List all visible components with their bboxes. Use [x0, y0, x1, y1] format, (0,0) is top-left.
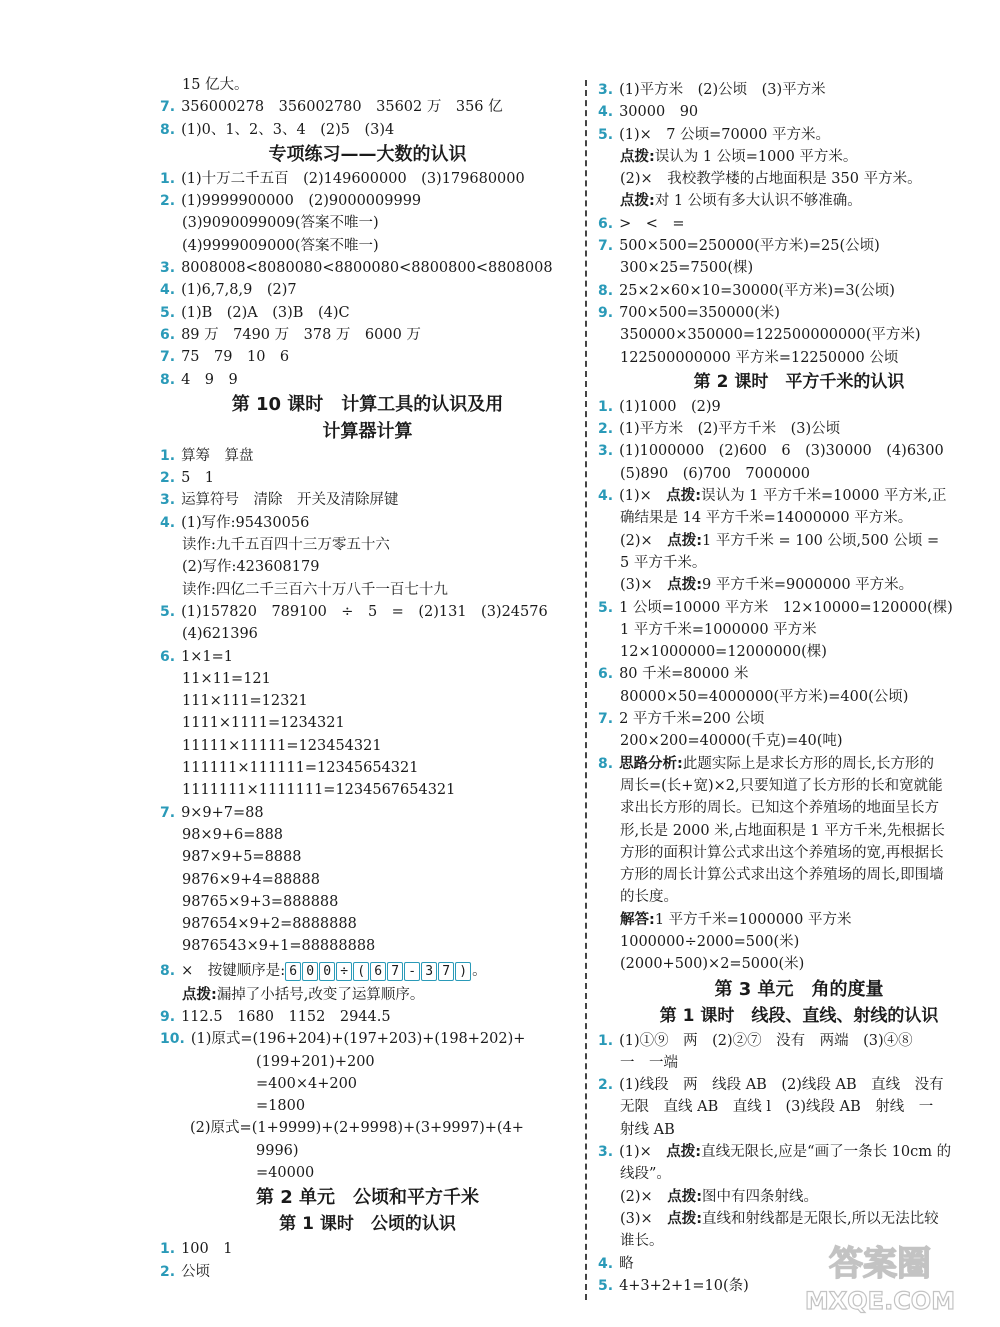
hint-line [160, 984, 575, 1006]
key-box: 6 [285, 962, 301, 981]
answer-x2 [598, 1074, 1000, 1096]
text-line: 读作:四亿二千三百六十万八千一百七十九 [182, 581, 448, 598]
answer-p8 [598, 753, 1000, 775]
item-number: 3. [160, 492, 176, 509]
answer-text: 500×500=250000(平方米)=25(公顷) [619, 238, 880, 255]
key-box: 3 [421, 962, 437, 981]
answer-text: 25×2×60×10=30000(平方米)=3(公顷) [619, 282, 895, 299]
answer-c10 [160, 1028, 575, 1050]
item-number: 2. [160, 193, 176, 210]
text-line: 形,长是 2000 米,占地面积是 1 平方千米,先根据长 [620, 822, 945, 839]
lesson-heading: 第 2 课时 平方千米的认识 [693, 371, 905, 392]
text-line: =1800 [256, 1098, 306, 1115]
item-number: 3. [598, 1144, 614, 1161]
text-line: 谁长。 [620, 1233, 664, 1250]
item-number: 8. [160, 121, 176, 138]
answer-r4 [598, 101, 1000, 123]
lesson-heading: 第 1 课时 线段、直线、射线的认识 [659, 1005, 939, 1026]
answer-c6 [160, 646, 575, 668]
key-box: ( [353, 962, 369, 981]
hint-label: 点拨: [666, 488, 702, 505]
item-number: 1. [160, 447, 176, 464]
answer-text: (1)157820 789100 ÷ 5 = (2)131 (3)24576 [181, 603, 548, 620]
key-box: ) [455, 962, 471, 981]
answer-text: 80 千米=80000 米 [619, 666, 749, 683]
text-line: 的长度。 [620, 889, 678, 906]
column-divider [585, 80, 587, 1300]
hint-text: 1 平方千米 = 100 公顷,500 公顷 = [702, 532, 940, 549]
item-number: 5. [160, 304, 176, 321]
item-number: 7. [598, 238, 614, 255]
text-line: 周长=(长+宽)×2,只要知道了长方形的长和宽就能 [620, 777, 943, 794]
answer-s3 [160, 257, 575, 279]
answer-text: 8008008<8080080<8800080<8800800<8808008 [181, 260, 553, 277]
answer-text: 100 1 [181, 1241, 233, 1258]
text-line: 1 平方千米=1000000 平方米 [620, 621, 817, 638]
answer-text: (1)9999900000 (2)9000009999 [181, 193, 422, 210]
text-line: 9996) [256, 1142, 299, 1159]
answer-text: (1)平方米 (2)公顷 (3)平方米 [619, 82, 826, 98]
answer-text: (1)× 7 公顷=70000 平方米。 [619, 126, 830, 143]
text-line: 987654×9+2=8888888 [182, 916, 357, 933]
item-number: 7. [160, 804, 176, 821]
watermark-logo [780, 1237, 980, 1317]
text-line: 987×9+5=8888 [182, 849, 302, 866]
hint-line [598, 1208, 1000, 1230]
calculator-key-sequence [285, 958, 472, 984]
key-box: - [404, 962, 420, 981]
answer-text: 1×1=1 [181, 648, 234, 665]
answer-text: (1)十万二千五百 (2)149600000 (3)179680000 [181, 170, 525, 187]
answer-c7 [160, 802, 575, 824]
right-column [598, 79, 1000, 1297]
item-number: 6. [160, 326, 176, 343]
analysis-label: 思路分析: [619, 755, 683, 772]
item-number: 6. [598, 215, 614, 232]
solution-label: 解答: [620, 911, 655, 928]
hint-text: 对 1 公顷有多大认识不够准确。 [654, 193, 862, 210]
answer-text: (3)× [620, 577, 668, 594]
section-heading: 专项练习——大数的认识 [268, 143, 467, 165]
item-number: 8. [598, 282, 614, 299]
answer-text: 4 9 9 [181, 371, 238, 388]
answer-text: 公顷 [181, 1263, 211, 1280]
item-number: 2. [598, 421, 614, 438]
text-line: (2)原式=(1+9999)+(2+9998)+(3+9997)+(4+ [190, 1120, 524, 1137]
answer-s4 [160, 279, 575, 301]
item-number: 5. [598, 599, 614, 616]
text-line: 确结果是 14 平方千米=14000000 平方米。 [620, 510, 913, 527]
answer-text: 略 [619, 1255, 634, 1272]
hint-label: 点拨: [182, 986, 217, 1003]
answer-c4 [160, 512, 575, 534]
answer-text: (1)× [619, 1144, 667, 1161]
hint-label: 点拨: [620, 193, 655, 210]
item-number: 3. [598, 82, 614, 98]
key-box: 6 [370, 962, 386, 981]
unit-heading: 第 2 单元 公顷和平方千米 [255, 1187, 480, 1209]
answer-x3 [598, 1141, 1000, 1163]
answer-p6 [598, 663, 1000, 685]
key-box: 7 [438, 962, 454, 981]
section-heading: 第 10 课时 计算工具的认识及用 [231, 393, 504, 415]
key-box: ÷ [336, 962, 352, 981]
hint-line [598, 146, 1000, 168]
text-line: =400×4+200 [256, 1075, 358, 1092]
text-line: 方形的周长计算公式求出这个养殖场的周长,即围墙 [620, 867, 944, 884]
item-number: 3. [160, 260, 176, 277]
section-heading: 计算器计算 [322, 420, 413, 442]
answer-r8 [598, 280, 1000, 302]
text-line: 80000×50=4000000(平方米)=400(公顷) [620, 688, 909, 705]
text-line: (4)9999009000(答案不唯一) [182, 237, 379, 254]
text-line: 无限 直线 AB 直线 l (3)线段 AB 射线 一 [620, 1099, 934, 1116]
answer-s7 [160, 346, 575, 368]
answer-p7 [598, 708, 1000, 730]
text-line: 9876×9+4=88888 [182, 871, 320, 888]
text-line: 1111×1111=1234321 [182, 715, 345, 732]
hint-label: 点拨: [667, 532, 703, 549]
text-line: 111111×111111=12345654321 [182, 760, 419, 777]
answer-text: 算筹 算盘 [181, 447, 254, 464]
answer-text: (1)线段 两 线段 AB (2)线段 AB 直线 没有 [619, 1077, 944, 1094]
answer-c3 [160, 489, 575, 511]
text-line: 读作:九千五百四十三万零五十六 [182, 537, 390, 554]
answer-7 [160, 96, 575, 118]
hint-text: 误认为 1 公顷=1000 平方米。 [654, 148, 858, 165]
text-line: 11111×11111=123454321 [182, 737, 382, 754]
answer-text: (3)× [620, 1210, 668, 1227]
answer-s6 [160, 324, 575, 346]
item-number: 4. [598, 488, 614, 505]
answer-r5 [598, 124, 1000, 146]
answer-text: 112.5 1680 1152 2944.5 [181, 1008, 391, 1025]
answer-c9 [160, 1006, 575, 1028]
svg-text:MXQE.COM: MXQE.COM [804, 1287, 956, 1315]
answer-r3 [598, 79, 1000, 101]
item-number: 9. [160, 1008, 176, 1025]
answer-c8 [160, 958, 575, 984]
text-line: (2000+500)×2=5000(米) [620, 956, 805, 973]
answer-text: (2)× [620, 532, 668, 549]
answer-text: 1 平方千米=1000000 平方米 [654, 911, 852, 928]
text-line: (2)写作:423608179 [182, 559, 320, 576]
item-number: 4. [160, 514, 176, 531]
hint-line [598, 1186, 1000, 1208]
item-number: 5. [160, 603, 176, 620]
item-number: 9. [598, 304, 614, 321]
text-line: 1000000÷2000=500(米) [620, 933, 800, 950]
item-number: 5. [598, 126, 614, 143]
answer-g2 [160, 1261, 575, 1283]
item-number: 10. [160, 1031, 185, 1048]
text-line: (2)× 我校教学楼的占地面积是 350 平方米。 [620, 171, 922, 188]
hint-text: 图中有四条射线。 [702, 1188, 819, 1205]
key-box: 7 [387, 962, 403, 981]
answer-r9 [598, 302, 1000, 324]
text-line: 122500000000 平方米=12250000 公顷 [620, 349, 899, 366]
text-line: (199+201)+200 [256, 1053, 375, 1070]
text-line: 9876543×9+1=88888888 [182, 938, 376, 955]
text-line: 98×9+6=888 [182, 826, 284, 843]
hint-label: 点拨: [666, 1144, 702, 1161]
text-line: 一 一端 [620, 1054, 678, 1071]
text-line: 200×200=40000(千克)=40(吨) [620, 733, 843, 750]
text-line: 射线 AB [620, 1121, 675, 1138]
solution-line [598, 909, 1000, 931]
hint-text: 直线和射线都是无限长,所以无法比较 [702, 1210, 939, 1227]
key-box: 0 [302, 962, 318, 981]
item-number: 8. [160, 962, 176, 979]
answer-p2 [598, 418, 1000, 440]
hint-label: 点拨: [667, 577, 703, 594]
answer-text: > < = [619, 215, 685, 232]
text-line: 12×1000000=12000000(棵) [620, 644, 827, 661]
answer-text: 700×500=350000(米) [619, 304, 780, 321]
answer-g1 [160, 1238, 575, 1260]
answer-text: × 按键顺序是: [181, 962, 286, 979]
answer-text: (1)1000000 (2)600 6 (3)30000 (4)6300 [619, 443, 944, 460]
hint-label: 点拨: [667, 1188, 703, 1205]
text-line: 111×111=12321 [182, 693, 308, 710]
answer-text: (1)平方米 (2)平方千米 (3)公顷 [619, 421, 841, 438]
answer-text: (1)0、1、2、3、4 (2)5 (3)4 [181, 121, 395, 138]
text-line: (4)621396 [182, 626, 258, 643]
text-line: 15 亿大。 [182, 77, 249, 93]
item-number: 1. [598, 398, 614, 415]
hint-line [598, 530, 1000, 552]
text-line: 方形的面积计算公式求出这个养殖场的宽,再根据长 [620, 844, 944, 861]
item-number: 6. [160, 648, 176, 665]
hint-text: 直线无限长,应是“画了一条长 10cm 的 [701, 1144, 952, 1161]
answer-text: 。 [472, 962, 487, 979]
answer-p1 [598, 396, 1000, 418]
text-line: 5 平方千米。 [620, 554, 707, 571]
text-line: 350000×350000=122500000000(平方米) [620, 327, 921, 344]
answer-text: 1 公顷=10000 平方米 12×10000=120000(棵) [619, 599, 953, 616]
answer-p5 [598, 597, 1000, 619]
item-number: 6. [598, 666, 614, 683]
answer-s1 [160, 168, 575, 190]
unit-heading: 第 3 单元 角的度量 [714, 978, 884, 1000]
item-number: 8. [598, 755, 614, 772]
answer-text: 运算符号 清除 开关及清除屏键 [181, 492, 399, 509]
answer-text: 30000 90 [619, 104, 699, 121]
answer-text: 9×9+7=88 [181, 804, 264, 821]
text-line: =40000 [256, 1165, 315, 1182]
answer-text: 此题实际上是求长方形的周长,长方形的 [682, 755, 934, 772]
item-number: 2. [160, 470, 176, 487]
item-number: 7. [160, 99, 176, 116]
answer-p4 [598, 485, 1000, 507]
item-number: 2. [598, 1077, 614, 1094]
svg-text:答案圈: 答案圈 [829, 1244, 931, 1284]
answer-s8 [160, 369, 575, 391]
text-line: 1111111×1111111=1234567654321 [182, 782, 456, 799]
text-line: 300×25=7500(棵) [620, 260, 754, 277]
text-line: 98765×9+3=888888 [182, 893, 339, 910]
lesson-heading: 第 1 课时 公顷的认识 [279, 1214, 456, 1235]
answer-p3 [598, 440, 1000, 462]
hint-line [598, 190, 1000, 212]
answer-c2 [160, 467, 575, 489]
answer-text: (1)①⑨ 两 (2)②⑦ 没有 两端 (3)④⑧ [619, 1032, 913, 1049]
item-number: 7. [598, 711, 614, 728]
hint-line [598, 574, 1000, 596]
item-number: 5. [598, 1277, 614, 1294]
item-number: 1. [160, 170, 176, 187]
item-number: 4. [598, 1255, 614, 1272]
hint-text: 漏掉了小括号,改变了运算顺序。 [216, 986, 425, 1003]
answer-text: 89 万 7490 万 378 万 6000 万 [181, 326, 421, 343]
answer-text: (1)6,7,8,9 (2)7 [181, 282, 297, 299]
item-number: 4. [598, 104, 614, 121]
answer-text: 75 79 10 6 [181, 349, 290, 366]
item-number: 3. [598, 443, 614, 460]
answer-text: 2 平方千米=200 公顷 [619, 711, 765, 728]
answer-text: (2)× [620, 1188, 668, 1205]
answer-r7 [598, 235, 1000, 257]
item-number: 4. [160, 282, 176, 299]
text-line: 11×11=121 [182, 670, 271, 687]
answer-r6 [598, 213, 1000, 235]
answer-c5 [160, 601, 575, 623]
answer-8 [160, 119, 575, 141]
hint-text: 9 平方千米=9000000 平方米。 [702, 577, 914, 594]
hint-label: 点拨: [620, 148, 655, 165]
answer-s5 [160, 302, 575, 324]
item-number: 1. [160, 1241, 176, 1258]
hint-label: 点拨: [667, 1210, 703, 1227]
answer-s2 [160, 190, 575, 212]
item-number: 7. [160, 349, 176, 366]
answer-text: 4+3+2+1=10(条) [619, 1277, 749, 1294]
text-line: (3)9090099009(答案不唯一) [182, 215, 379, 232]
text-line: 求出长方形的周长。已知这个养殖场的地面呈长方 [620, 800, 939, 817]
item-number: 8. [160, 371, 176, 388]
answer-text: 5 1 [181, 470, 215, 487]
answer-x1 [598, 1030, 1000, 1052]
text-line: 线段”。 [620, 1166, 671, 1183]
item-number: 2. [160, 1263, 176, 1280]
answer-text: 356000278 356002780 35602 万 356 亿 [181, 99, 503, 116]
answer-text: (1)× [619, 488, 667, 505]
answer-text: (1)写作:95430056 [181, 514, 310, 531]
answer-text: (1)1000 (2)9 [619, 398, 721, 415]
answer-c1 [160, 445, 575, 467]
answer-text: (1)B (2)A (3)B (4)C [181, 304, 350, 321]
key-box: 0 [319, 962, 335, 981]
item-number: 1. [598, 1032, 614, 1049]
answer-text: (1)原式=(196+204)+(197+203)+(198+202)+ [190, 1031, 526, 1048]
hint-text: 误认为 1 平方千米=10000 平方米,正 [701, 488, 947, 505]
left-column [160, 74, 575, 1283]
text-line: (5)890 (6)700 7000000 [620, 465, 811, 482]
